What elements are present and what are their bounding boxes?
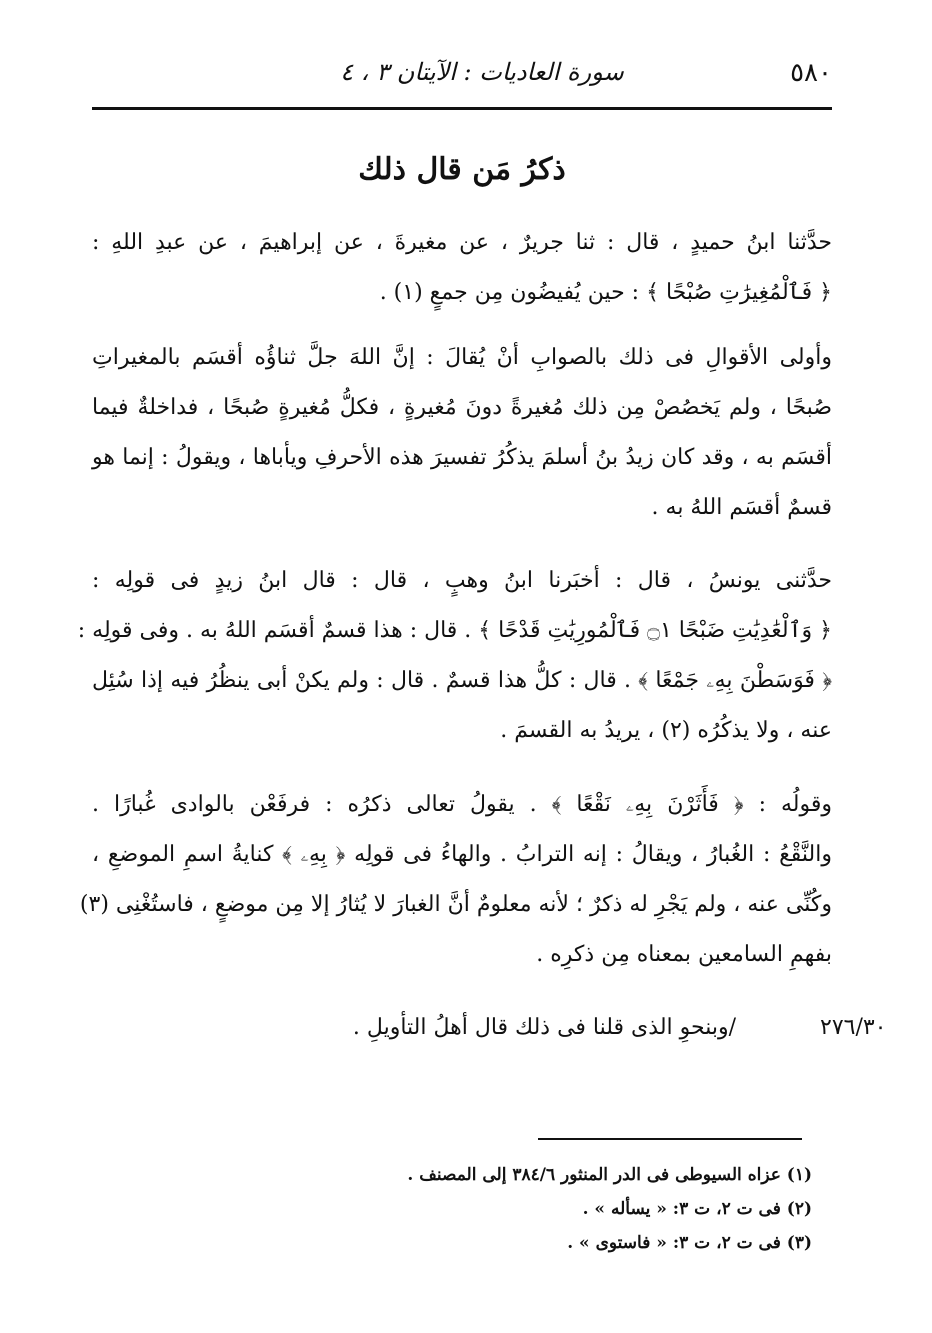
text-line: وأولى الأقوالِ فى ذلك بالصوابِ أنْ يُقالَ : إنَّ اللهَ جلَّ ثناؤُه أقسَم بالمغيراتِ <box>92 345 832 370</box>
text-line: بفهمِ السامعين بمعناه مِن ذكرِه . <box>536 942 832 967</box>
text-line: حدَّثنى يونسُ ، قال : أخبَرنا ابنُ وهبٍ ، قال : قال ابنُ زيدٍ فى قولِه : <box>92 568 832 593</box>
text-line: عنه ، ولا يذكُرُه (٢) ، يريدُ به القسمَ . <box>500 718 832 743</box>
footnote: (٣) فى ت ٢، ت ٣: « فاستوى » . <box>567 1233 812 1253</box>
paragraph-3 <box>77 556 832 756</box>
text-line: صُبحًا ، ولم يَخصُصْ مِن ذلك مُغيرةً دونَ مُغيرةٍ ، فكلُّ مُغيرةٍ صُبحًا ، فداخلةٌ فيما <box>92 395 832 420</box>
footnote-rule <box>538 1138 802 1140</box>
footnote: (٢) فى ت ٢، ت ٣: « يسأله » . <box>582 1199 812 1219</box>
text-line: ﴿ وَٱلْعَٰدِيَٰتِ ضَبْحًا ۝١ فَٱلْمُورِيَٰتِ قَدْحًا ﴾ . قال : هذا قسمٌ أقسَم اللهُ به . وفى قولِه : <box>77 618 832 643</box>
text-line: والنَّقْعُ : الغُبارُ ، ويقالُ : إنه الترابُ . والهاءُ فى قولِه ﴿ بِهِۦ ﴾ كنايةُ اسمِ الموضعِ ، <box>92 842 832 867</box>
header-rule <box>92 107 832 110</box>
paragraph-2 <box>92 333 832 533</box>
text-line: ﴿ فَٱلْمُغِيرَٰتِ صُبْحًا ﴾ : حين يُفيضُون مِن جمعٍ (١) . <box>379 280 832 305</box>
text-line: قسمٌ أقسَم اللهُ به . <box>651 495 832 520</box>
text-line: حدَّثنا ابنُ حميدٍ ، قال : ثنا جريرٌ ، عن مغيرةَ ، عن إبراهيمَ ، عن عبدِ اللهِ : <box>92 230 832 255</box>
paragraph-5 <box>92 1003 832 1053</box>
margin-reference: ٢٧٦/٣٠ <box>820 1015 887 1040</box>
footnotes <box>92 1158 812 1260</box>
text-line: وقولُه : ﴿ فَأَثَرْنَ بِهِۦ نَقْعًا ﴾ . يقولُ تعالى ذكرُه : فرفَعْن بالوادى غُبارًا . <box>92 792 832 817</box>
section-title: ذكرُ مَن قال ذلك <box>358 152 566 187</box>
text-line: ﴿ فَوَسَطْنَ بِهِۦ جَمْعًا ﴾ . قال : كلُّ هذا قسمٌ . قال : ولم يكنْ أبى ينظُرُ فيه إذا سُئِل <box>92 668 832 693</box>
running-title: سورة العاديات : الآيتان ٣ ، ٤ <box>340 58 624 86</box>
text-line: /وبنحوِ الذى قلنا فى ذلك قال أهلُ التأويلِ . <box>352 1015 736 1040</box>
page-header <box>92 58 832 108</box>
paragraph-1 <box>92 218 832 318</box>
footnote: (١) عزاه السيوطى فى الدر المنثور ٣٨٤/٦ إلى المصنف . <box>407 1165 812 1185</box>
page-number: ٥٨٠ <box>790 58 832 88</box>
text-line: وكُنِّى عنه ، ولم يَجْرِ له ذكرٌ ؛ لأنه معلومٌ أنَّ الغبارَ لا يُثارُ إلا مِن موضعٍ ، فاستُغْنِى (٣) <box>79 892 832 917</box>
paragraph-4 <box>79 780 832 980</box>
text-line: أقسَم به ، وقد كان زيدُ بنُ أسلمَ يذكُرُ تفسيرَ هذه الأحرفِ ويأباها ، ويقولُ : إنما هو <box>92 445 832 470</box>
